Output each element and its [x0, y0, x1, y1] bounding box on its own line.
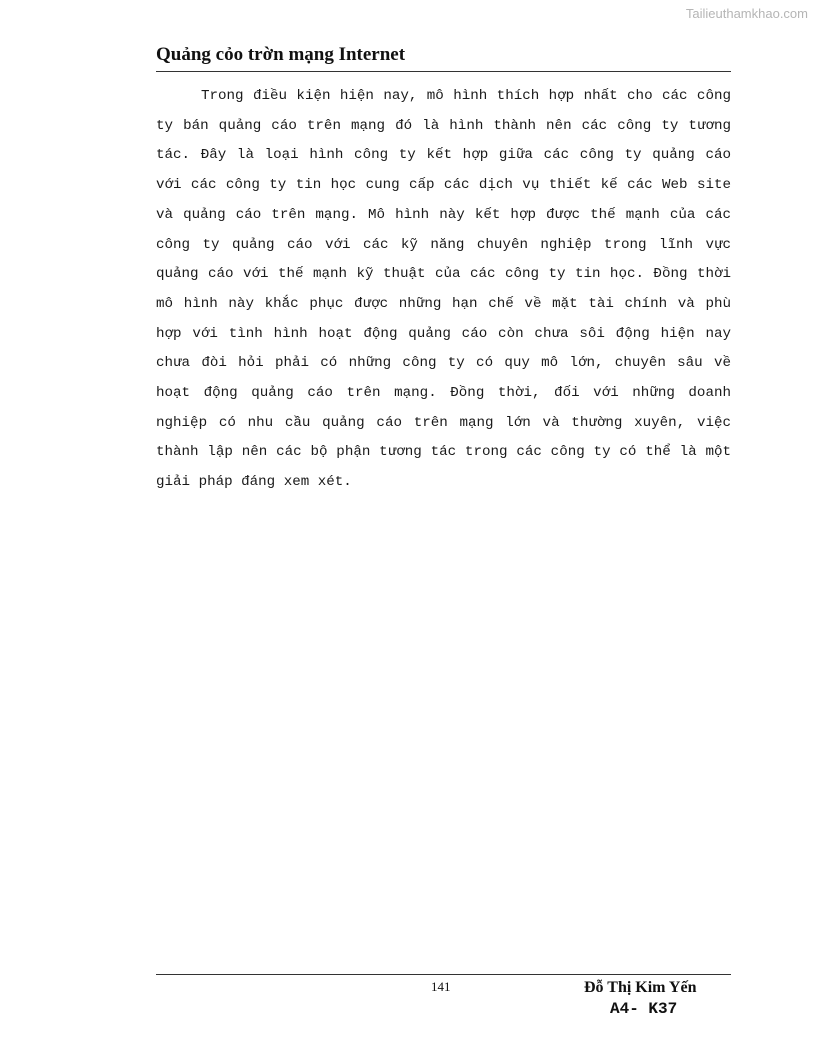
header-divider — [156, 71, 731, 72]
author-name: Đỗ Thị Kim Yến — [584, 979, 697, 996]
page-header-title: Quảng cỏo trờn mạng Internet — [156, 44, 406, 65]
watermark: Tailieuthamkhao.com — [685, 6, 808, 21]
class-code: A4- K37 — [610, 1000, 678, 1018]
page-number: 141 — [431, 979, 451, 994]
footer-divider — [156, 974, 731, 975]
body-paragraph: Trong điều kiện hiện nay, mô hình thích hợp nhất cho các công ty bán quảng cáo trên mạng đó là hình thành nên các công ty tương tác. Đây là loại hình công ty kết hợp giữa các công ty quảng cáo với các công ty tin học cung cấp các dịch vụ thiết kế các Web site và quảng cáo trên mạng. Mô hình này kết hợp được thế mạnh của các công ty quảng cáo với các kỹ năng chuyên nghiệp trong lĩnh vực quảng cáo với thế mạnh kỹ thuật của các công ty tin học. Đồng thời mô hình này khắc phục được những hạn chế về mặt tài chính và phù hợp với tình hình hoạt động quảng cáo còn chưa sôi động hiện nay chưa đòi hỏi phải có những công ty có quy mô lớn, chuyên sâu về hoạt động quảng cáo trên mạng. Đồng thời, đối với những doanh nghiệp có nhu cầu quảng cáo trên mạng lớn và thường xuyên, việc thành lập nên các bộ phận tương tác trong các công ty có thể là một giải pháp đáng xem xét. — [156, 88, 731, 491]
